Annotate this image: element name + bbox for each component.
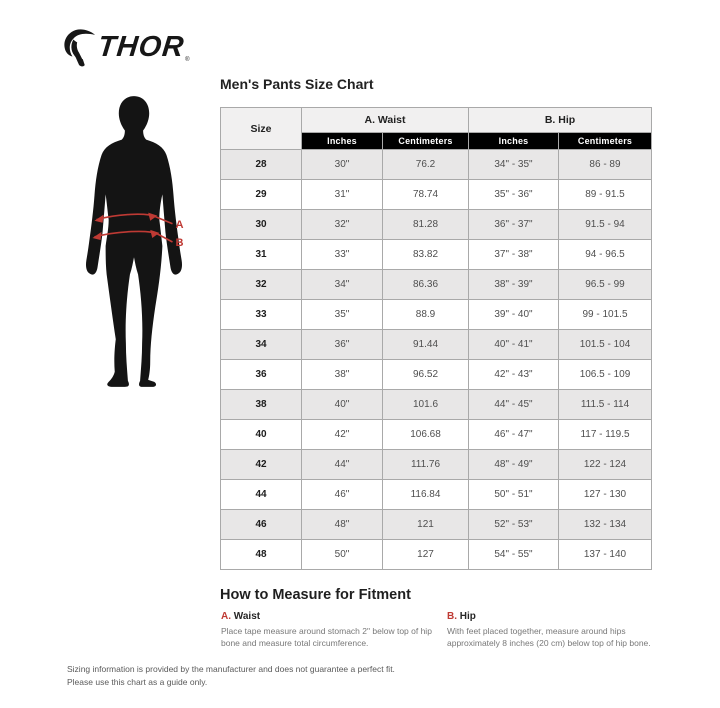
size-cell: 29 [221, 180, 302, 210]
sizing-disclaimer-line2: Please use this chart as a guide only. [67, 676, 208, 687]
value-cell: 94 - 96.5 [559, 240, 652, 270]
value-cell: 30" [302, 150, 383, 180]
measure-name-waist: Waist [233, 611, 261, 622]
value-cell: 40" - 41" [469, 330, 559, 360]
measure-label-hip [447, 611, 667, 622]
table-row [221, 390, 652, 420]
value-cell: 86 - 89 [559, 150, 652, 180]
measure-prefix-a: A. [221, 611, 231, 622]
value-cell: 78.74 [383, 180, 469, 210]
measure-item-waist [221, 611, 441, 650]
brand-trademark: ® [185, 57, 190, 63]
table-row [221, 270, 652, 300]
value-cell: 89 - 91.5 [559, 180, 652, 210]
table-row [221, 360, 652, 390]
male-silhouette-figure [58, 94, 210, 390]
value-cell: 91.44 [383, 330, 469, 360]
value-cell: 36" - 37" [469, 210, 559, 240]
size-cell: 30 [221, 210, 302, 240]
value-cell: 33" [302, 240, 383, 270]
value-cell: 122 - 124 [559, 450, 652, 480]
value-cell: 34" - 35" [469, 150, 559, 180]
value-cell: 35" - 36" [469, 180, 559, 210]
table-row [221, 510, 652, 540]
value-cell: 52" - 53" [469, 510, 559, 540]
measure-item-hip [447, 611, 667, 650]
value-cell: 121 [383, 510, 469, 540]
table-row [221, 300, 652, 330]
subheader-waist-cm: Centimeters [383, 133, 469, 150]
value-cell: 99 - 101.5 [559, 300, 652, 330]
value-cell: 42" [302, 420, 383, 450]
sizing-disclaimer [67, 663, 395, 689]
subheader-hip-cm: Centimeters [559, 133, 652, 150]
size-cell: 38 [221, 390, 302, 420]
value-cell: 37" - 38" [469, 240, 559, 270]
value-cell: 35" [302, 300, 383, 330]
value-cell: 83.82 [383, 240, 469, 270]
value-cell: 36" [302, 330, 383, 360]
value-cell: 40" [302, 390, 383, 420]
measure-prefix-b: B. [447, 611, 457, 622]
size-cell: 32 [221, 270, 302, 300]
value-cell: 44" [302, 450, 383, 480]
value-cell: 111.5 - 114 [559, 390, 652, 420]
value-cell: 32" [302, 210, 383, 240]
value-cell: 46" [302, 480, 383, 510]
size-cell: 28 [221, 150, 302, 180]
value-cell: 132 - 134 [559, 510, 652, 540]
size-table [220, 107, 652, 570]
size-cell: 31 [221, 240, 302, 270]
value-cell: 91.5 - 94 [559, 210, 652, 240]
value-cell: 46" - 47" [469, 420, 559, 450]
subheader-waist-inches: Inches [302, 133, 383, 150]
value-cell: 101.6 [383, 390, 469, 420]
sizing-disclaimer-line1: Sizing information is provided by the manufacturer and does not guarantee a perfect fit. [67, 664, 395, 674]
table-row [221, 450, 652, 480]
value-cell: 76.2 [383, 150, 469, 180]
value-cell: 86.36 [383, 270, 469, 300]
table-row [221, 210, 652, 240]
thor-goat-helmet-icon [64, 28, 96, 68]
waist-callout-label: A [175, 218, 184, 231]
value-cell: 101.5 - 104 [559, 330, 652, 360]
table-group-header-row [221, 108, 652, 133]
value-cell: 31" [302, 180, 383, 210]
size-cell: 46 [221, 510, 302, 540]
brand-name: THOR [96, 31, 186, 63]
col-header-size: Size [221, 108, 302, 150]
size-cell: 42 [221, 450, 302, 480]
table-row [221, 150, 652, 180]
value-cell: 96.52 [383, 360, 469, 390]
value-cell: 117 - 119.5 [559, 420, 652, 450]
value-cell: 38" - 39" [469, 270, 559, 300]
value-cell: 54" - 55" [469, 540, 559, 570]
value-cell: 116.84 [383, 480, 469, 510]
male-silhouette [86, 96, 182, 387]
page-title: Men's Pants Size Chart [220, 76, 374, 92]
col-header-hip: B. Hip [469, 108, 652, 133]
value-cell: 127 [383, 540, 469, 570]
value-cell: 106.68 [383, 420, 469, 450]
hip-callout-label: B [175, 237, 184, 250]
value-cell: 48" - 49" [469, 450, 559, 480]
size-cell: 36 [221, 360, 302, 390]
value-cell: 127 - 130 [559, 480, 652, 510]
size-cell: 44 [221, 480, 302, 510]
value-cell: 34" [302, 270, 383, 300]
table-row [221, 180, 652, 210]
value-cell: 96.5 - 99 [559, 270, 652, 300]
value-cell: 106.5 - 109 [559, 360, 652, 390]
size-cell: 48 [221, 540, 302, 570]
size-cell: 40 [221, 420, 302, 450]
howto-title: How to Measure for Fitment [220, 587, 411, 603]
value-cell: 39" - 40" [469, 300, 559, 330]
value-cell: 50" - 51" [469, 480, 559, 510]
size-cell: 34 [221, 330, 302, 360]
value-cell: 42" - 43" [469, 360, 559, 390]
value-cell: 48" [302, 510, 383, 540]
table-row [221, 420, 652, 450]
value-cell: 38" [302, 360, 383, 390]
table-row [221, 240, 652, 270]
size-table-body [221, 150, 652, 570]
measure-name-hip: Hip [459, 611, 476, 622]
measure-desc-hip: With feet placed together, measure around hips approximately 8 inches (20 cm) below top of hip bone. [447, 626, 651, 649]
value-cell: 137 - 140 [559, 540, 652, 570]
value-cell: 88.9 [383, 300, 469, 330]
value-cell: 111.76 [383, 450, 469, 480]
value-cell: 44" - 45" [469, 390, 559, 420]
measure-desc-waist: Place tape measure around stomach 2" below top of hip bone and measure total circumference. [221, 626, 432, 649]
table-row [221, 540, 652, 570]
value-cell: 50" [302, 540, 383, 570]
subheader-hip-inches: Inches [469, 133, 559, 150]
col-header-waist: A. Waist [302, 108, 469, 133]
table-row [221, 330, 652, 360]
size-cell: 33 [221, 300, 302, 330]
brand-logo [64, 27, 190, 68]
value-cell: 81.28 [383, 210, 469, 240]
table-row [221, 480, 652, 510]
measure-label-waist [221, 611, 441, 622]
